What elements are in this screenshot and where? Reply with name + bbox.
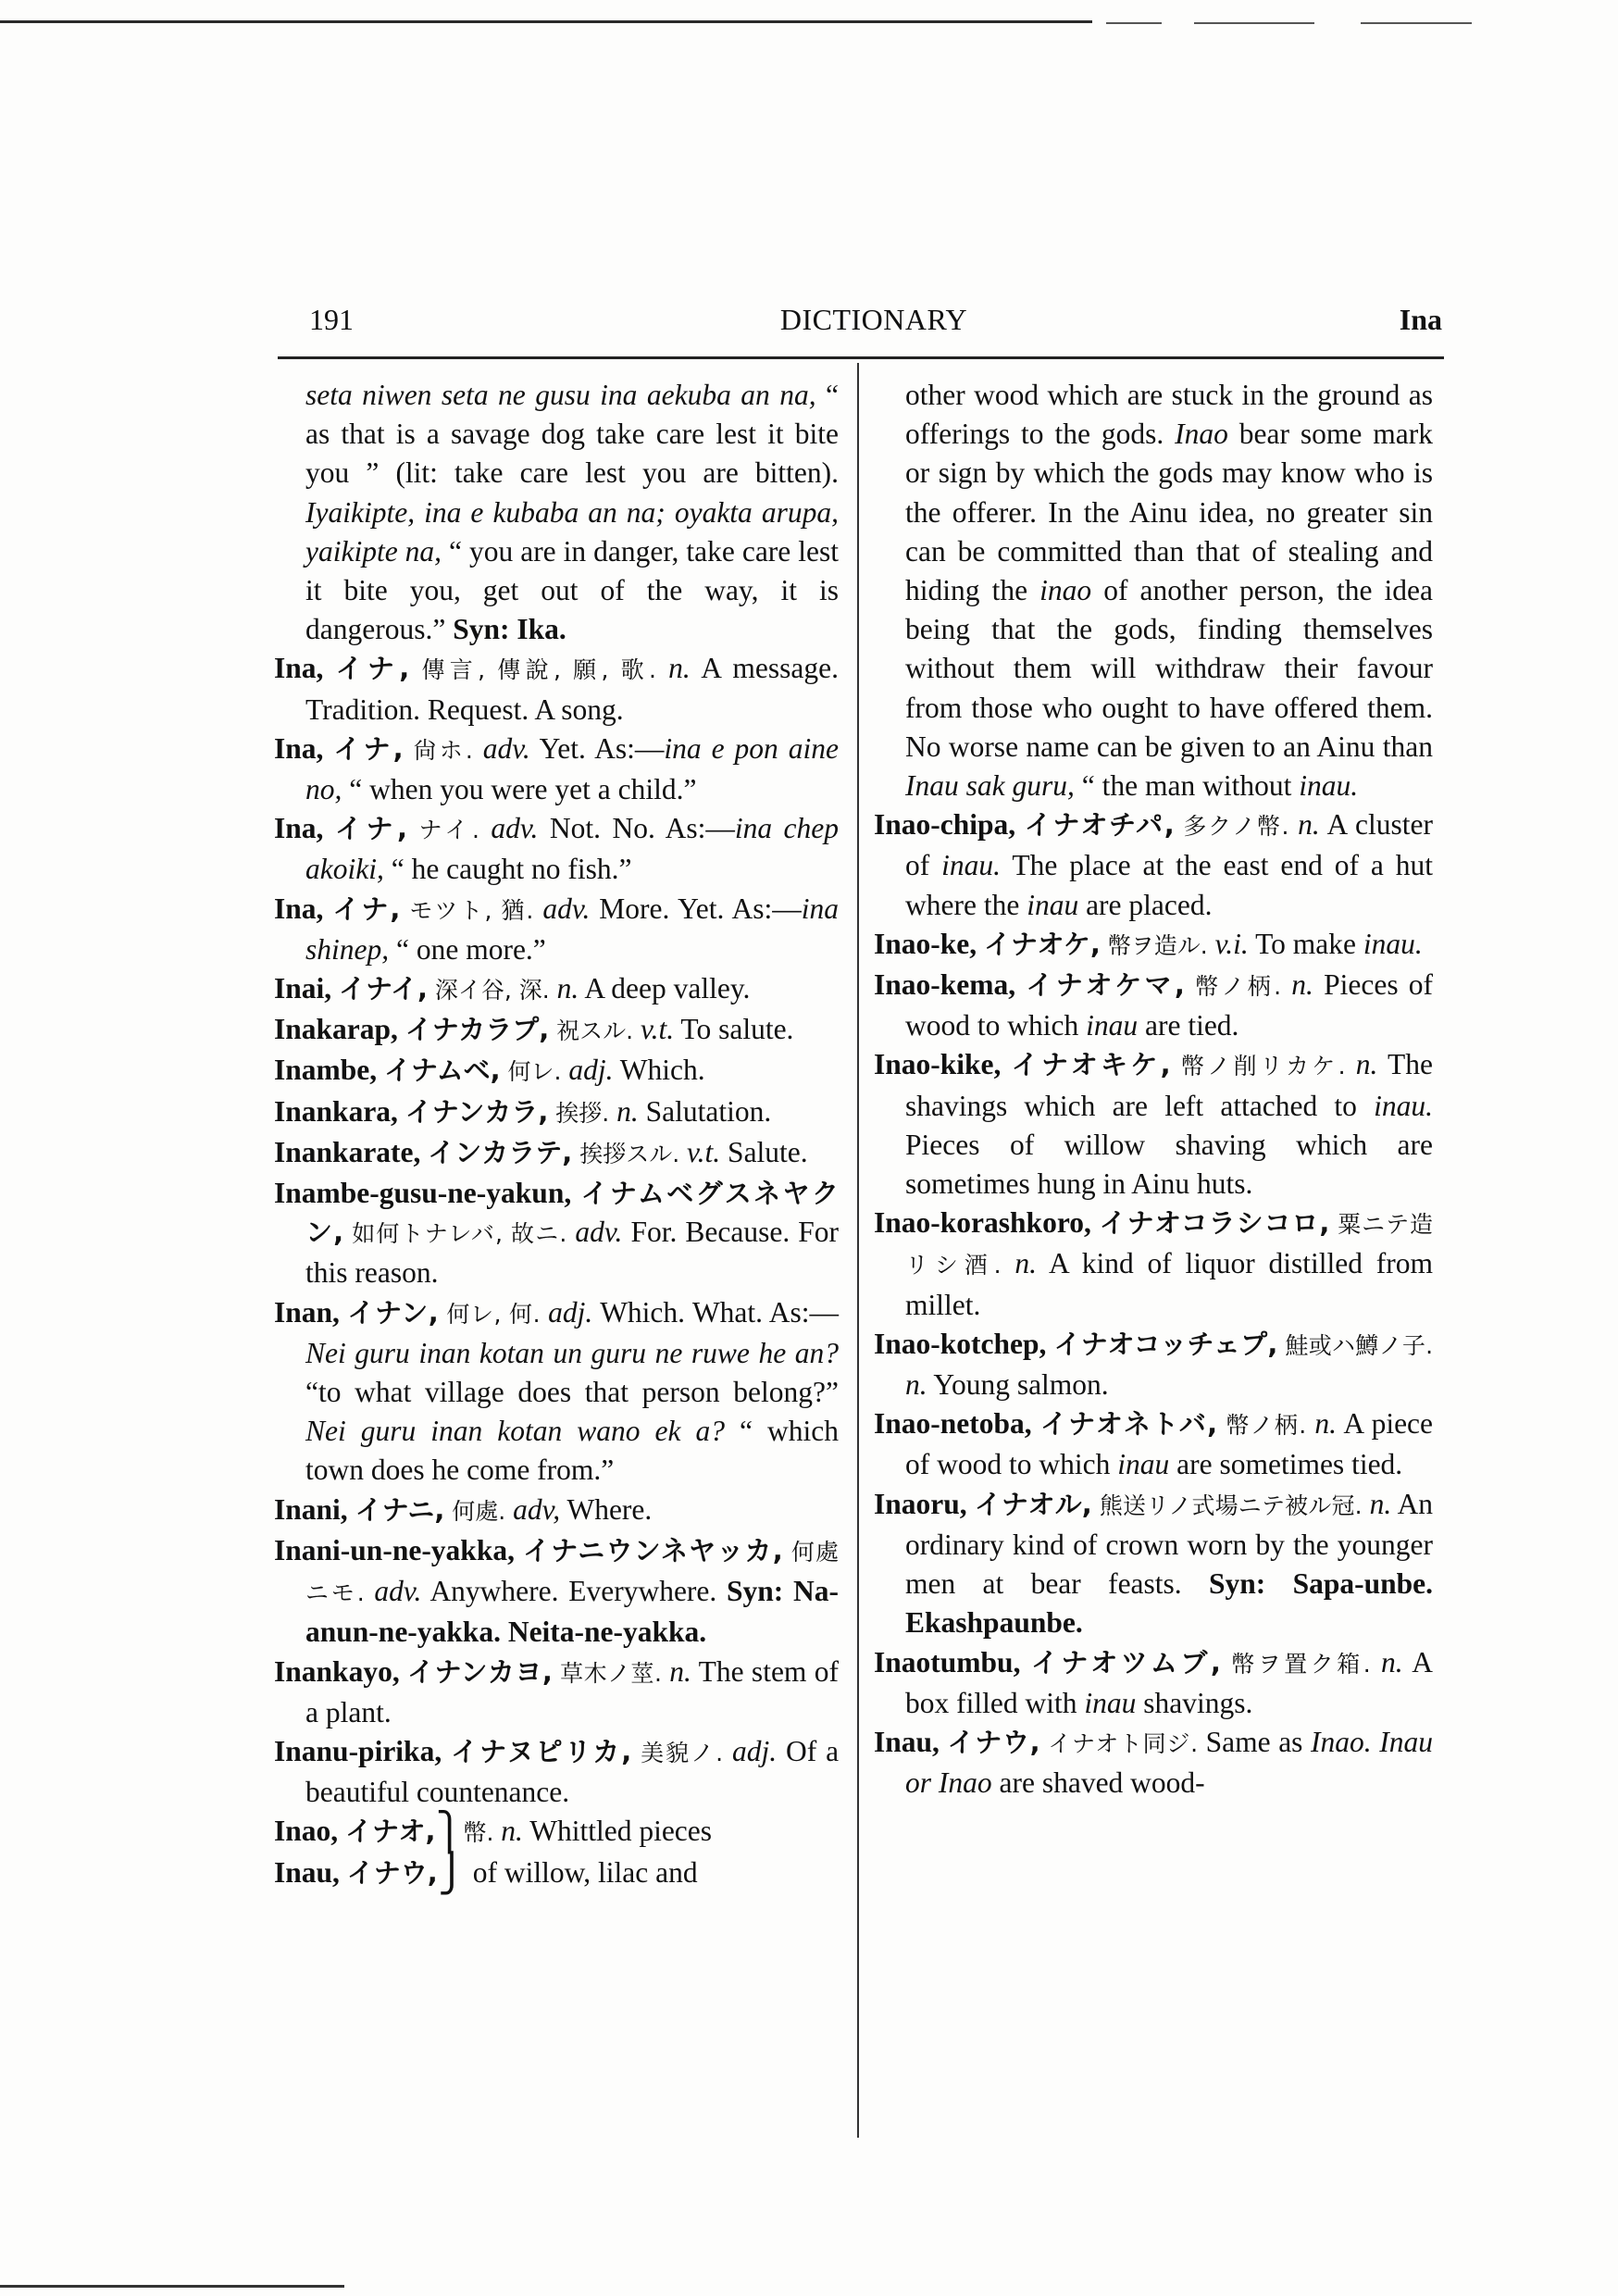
headword: Inao-chipa, xyxy=(874,808,1016,842)
dictionary-entry xyxy=(274,1732,839,1812)
japanese-gloss: 幣. xyxy=(463,1819,494,1847)
headword: Inau, xyxy=(274,1855,340,1889)
left-column xyxy=(274,376,840,1895)
definition: other wood which are stuck in the ground as offerings to the gods. xyxy=(905,379,1433,451)
definition: Pieces of wood to which xyxy=(905,968,1434,1042)
katakana: イナ, xyxy=(335,653,410,685)
part-of-speech: n. xyxy=(1369,1487,1392,1520)
top-scan-edge-rule xyxy=(1106,22,1162,24)
part-of-speech: n. xyxy=(1314,1407,1337,1441)
brace-glyph: ⎭ xyxy=(437,1852,466,1895)
headword: Inankayo, xyxy=(274,1654,400,1688)
headword: Inaoru, xyxy=(874,1487,967,1520)
translation-text: “to what village does that person belong?” xyxy=(305,1376,839,1409)
dictionary-entry xyxy=(874,1204,1433,1325)
headword: Inao-korashkoro, xyxy=(874,1206,1091,1240)
dictionary-entry xyxy=(274,1092,839,1133)
japanese-gloss: 挨拶スル. xyxy=(579,1140,680,1167)
headword: Ina, xyxy=(274,812,324,845)
dictionary-entry xyxy=(274,1010,839,1051)
part-of-speech: n. xyxy=(669,1654,691,1688)
japanese-gloss: 幣ヲ造ル. xyxy=(1107,931,1208,959)
definition: A cluster of xyxy=(905,808,1434,882)
dictionary-entry xyxy=(874,966,1433,1045)
part-of-speech: n. xyxy=(905,1368,927,1402)
katakana: イナンカヨ, xyxy=(407,1655,553,1688)
entry-continuation xyxy=(874,376,1433,805)
dictionary-entry xyxy=(274,1174,839,1293)
part-of-speech: n. xyxy=(1291,968,1313,1002)
part-of-speech: adv, xyxy=(513,1492,561,1526)
japanese-gloss: イナオト同ジ. xyxy=(1048,1729,1199,1757)
katakana: イナウ, xyxy=(947,1726,1040,1758)
headword: Inani, xyxy=(274,1492,348,1526)
japanese-gloss: 祝スル. xyxy=(556,1017,634,1045)
definition: A piece of wood to which xyxy=(905,1407,1434,1481)
dictionary-entry xyxy=(274,730,839,809)
part-of-speech: n. xyxy=(1381,1645,1403,1678)
dictionary-entry xyxy=(274,1133,839,1174)
example-text: Inao. xyxy=(1311,1725,1372,1758)
dictionary-entry xyxy=(874,805,1433,925)
definition: are placed. xyxy=(1078,888,1213,921)
dictionary-entry xyxy=(274,890,839,969)
dictionary-entry xyxy=(274,969,839,1010)
headword: Inan, xyxy=(274,1295,340,1329)
headword: Inao, xyxy=(274,1815,339,1848)
katakana: イナオル, xyxy=(974,1488,1092,1520)
synonym: Syn: Na-anun-ne-yakka. Neita-ne-yakka. xyxy=(305,1575,840,1649)
definition: Young salmon. xyxy=(933,1368,1109,1402)
headword: Ina, xyxy=(274,731,324,765)
japanese-gloss: 深イ谷, 深. xyxy=(434,977,550,1004)
dictionary-entry xyxy=(274,1531,839,1653)
katakana: イナオキケ, xyxy=(1011,1049,1171,1081)
entry-continuation xyxy=(274,376,839,649)
katakana: イナン, xyxy=(347,1296,439,1329)
headword: Inao-netoba, xyxy=(874,1407,1032,1441)
headword: Inai, xyxy=(274,972,332,1005)
definition: bear some mark or sign by which the gods may know who is the offerer. In the Ainu idea, no greater sin can be committed than that of stealing and hiding the xyxy=(905,418,1433,607)
definition: The stem of a plant. xyxy=(305,1654,839,1728)
example-text: Inau sak guru, xyxy=(905,769,1075,803)
definition: The shavings which are left attached to xyxy=(905,1048,1434,1122)
dictionary-entry xyxy=(274,1852,839,1895)
example-text: inau. xyxy=(1363,927,1423,960)
dictionary-entry xyxy=(274,1293,839,1491)
example-text: ina e pon aine no, xyxy=(305,731,840,806)
katakana: イナヌピリカ, xyxy=(451,1735,632,1767)
headword: Ina, xyxy=(274,892,324,925)
katakana: イナ, xyxy=(332,892,401,925)
example-text: inau. xyxy=(1374,1089,1433,1122)
katakana: イナウ, xyxy=(346,1856,438,1889)
definition: To salute. xyxy=(680,1013,794,1046)
definition: The place at the east end of a hut where the xyxy=(905,849,1433,921)
japanese-gloss: モツト, 猶. xyxy=(409,896,534,924)
headword: Inao-ke, xyxy=(874,927,977,960)
japanese-gloss: 何處ニモ. xyxy=(305,1538,840,1607)
katakana: イナオケ, xyxy=(984,928,1101,960)
example-text: seta niwen seta ne gusu ina aekuba an na, xyxy=(305,379,816,411)
definition: of another person, the idea being that the gods, finding themselves without them will withdraw their favour from those who ought to have offered them. No worse name can be given to an Ainu than xyxy=(905,574,1433,763)
japanese-gloss: 如何トナレバ, 故ニ. xyxy=(352,1220,567,1248)
translation-text: “ he caught no fish.” xyxy=(383,853,632,886)
definition: Which. xyxy=(619,1054,705,1087)
headword: Inani-un-ne-yakka, xyxy=(274,1533,515,1566)
definition: Yet. As:— xyxy=(539,731,665,765)
japanese-gloss: 何處. xyxy=(452,1497,506,1525)
dictionary-entry xyxy=(274,809,839,889)
dictionary-entry xyxy=(274,1491,839,1531)
headword: Inao-kema, xyxy=(874,968,1016,1002)
japanese-gloss: 幣ノ柄. xyxy=(1195,973,1282,1001)
katakana: イナ, xyxy=(333,732,404,765)
example-text: Iyaikipte, ina e kubaba an na; oyakta arupa, yaikipte na, xyxy=(305,495,839,568)
example-text: inau. xyxy=(941,849,1002,882)
translation-text: “ when you were yet a child.” xyxy=(342,773,697,806)
katakana: イナオケマ, xyxy=(1026,969,1185,1002)
definition: Not. No. As:— xyxy=(549,812,735,845)
part-of-speech: adv. xyxy=(575,1216,623,1249)
definition: An ordinary kind of crown worn by the younger men at bear feasts. xyxy=(905,1487,1434,1601)
part-of-speech: adv. xyxy=(491,812,539,845)
definition: “ the man without xyxy=(1074,769,1300,803)
translation-text: “ one more.” xyxy=(389,932,546,966)
brace-glyph: ⎫ xyxy=(435,1811,464,1854)
japanese-gloss: ナイ. xyxy=(418,817,479,844)
katakana: イナカラプ, xyxy=(404,1014,550,1046)
definition: A deep valley. xyxy=(584,972,751,1005)
definition: Same as xyxy=(1205,1725,1312,1758)
part-of-speech: n. xyxy=(668,652,691,685)
headword: Inaotumbu, xyxy=(874,1645,1021,1678)
part-of-speech: v.t. xyxy=(687,1135,721,1168)
bottom-scan-edge-rule xyxy=(0,2285,344,2288)
katakana: イナオコッチェプ, xyxy=(1053,1328,1278,1360)
japanese-gloss: 多クノ幣. xyxy=(1183,813,1289,841)
part-of-speech: adj. xyxy=(731,1734,778,1767)
dictionary-entry xyxy=(874,1404,1433,1484)
headword: Inakarap, xyxy=(274,1013,398,1046)
part-of-speech: n. xyxy=(616,1094,639,1128)
japanese-gloss: 熊送リノ式場ニテ被ル冠. xyxy=(1099,1491,1363,1519)
japanese-gloss: 鮭或ハ鱒ノ子. xyxy=(1285,1331,1434,1359)
example-text: Inao xyxy=(1175,418,1228,451)
headword: Inambe, xyxy=(274,1054,378,1087)
running-head xyxy=(305,298,1442,339)
dictionary-entry xyxy=(874,1485,1433,1643)
katakana: イナオ, xyxy=(345,1816,436,1848)
example-text: inao xyxy=(1039,574,1092,607)
definition: More. Yet. As:— xyxy=(599,892,802,925)
example-text: inau xyxy=(1027,888,1079,921)
headword: Inambe-gusu-ne-yakun, xyxy=(274,1177,572,1210)
translation-text: “ which town does he come from.” xyxy=(305,1415,839,1487)
japanese-gloss: 草木ノ莖. xyxy=(560,1659,662,1687)
katakana: イナニウンネヤッカ, xyxy=(523,1534,783,1566)
japanese-gloss: 尙ホ. xyxy=(413,736,473,764)
headword: Inao-kotchep, xyxy=(874,1327,1047,1360)
column-divider xyxy=(857,363,859,2138)
definition: Where. xyxy=(566,1492,653,1526)
translation-text: “ as that is a savage dog take care lest it bite you ” (lit: take care lest you are bitten). xyxy=(305,379,839,490)
example-text: ina chep akoiki, xyxy=(305,812,840,886)
definition: A box filled with xyxy=(905,1645,1434,1719)
dictionary-entry xyxy=(274,1051,839,1092)
katakana: イナオネトバ, xyxy=(1039,1408,1218,1441)
definition: Which. What. As:— xyxy=(600,1295,840,1329)
part-of-speech: n. xyxy=(501,1815,523,1848)
japanese-gloss: 幣ヲ置ク箱. xyxy=(1231,1650,1371,1678)
top-scan-edge-rule xyxy=(1194,22,1314,24)
definition: A kind of liquor distilled from millet. xyxy=(905,1247,1434,1321)
definition: shavings. xyxy=(1136,1686,1253,1719)
definition: Salute. xyxy=(728,1135,808,1168)
dictionary-entry xyxy=(874,1723,1433,1803)
part-of-speech: adv. xyxy=(374,1575,422,1608)
page-number: 191 xyxy=(309,303,354,336)
definition: are shaved wood- xyxy=(991,1766,1205,1800)
definition: are sometimes tied. xyxy=(1169,1448,1403,1481)
top-scan-edge-rule xyxy=(1361,22,1472,24)
example-text: Nei guru inan kotan un guru ne ruwe he an? xyxy=(305,1336,839,1369)
definition: Salutation. xyxy=(645,1094,772,1128)
japanese-gloss: 幣ノ削リカケ. xyxy=(1180,1053,1346,1080)
headword: Inankara, xyxy=(274,1094,398,1128)
example-text: Nei guru inan kotan wano ek a? xyxy=(305,1415,726,1448)
katakana: イナニ, xyxy=(355,1493,445,1526)
page-title: DICTIONARY xyxy=(779,303,968,336)
headword: Inao-kike, xyxy=(874,1048,1002,1081)
japanese-gloss: 挨拶. xyxy=(555,1099,610,1127)
japanese-gloss: 粟ニテ造リシ酒. xyxy=(905,1211,1434,1279)
headword: Ina, xyxy=(274,652,324,685)
example-text: inau xyxy=(1086,1009,1139,1042)
example-text: inau xyxy=(1117,1448,1170,1481)
definition: To make xyxy=(1255,927,1363,960)
dictionary-entry xyxy=(274,1653,839,1732)
katakana: イナオツムブ, xyxy=(1030,1646,1221,1678)
definition: Anywhere. Everywhere. xyxy=(429,1575,728,1608)
dictionary-entry xyxy=(874,1643,1433,1723)
part-of-speech: adj. xyxy=(548,1295,593,1329)
headword: Inankarate, xyxy=(274,1135,421,1168)
dictionary-entry xyxy=(274,1812,839,1853)
japanese-gloss: 幣ノ柄. xyxy=(1226,1412,1307,1440)
katakana: イナ, xyxy=(334,813,408,845)
dictionary-entry xyxy=(874,1325,1433,1404)
definition: Of a beautiful countenance. xyxy=(305,1734,840,1809)
definition: For. Because. For this reason. xyxy=(305,1216,840,1290)
translation-text: “ you are in danger, take care lest it bite you, get out of the way, it is dangerous.” xyxy=(305,534,839,646)
headword: Inanu-pirika, xyxy=(274,1734,442,1767)
definition: Pieces of willow shaving which are sometimes hung in Ainu huts. xyxy=(905,1128,1433,1201)
katakana: イナンカラ, xyxy=(404,1095,549,1128)
definition: Whittled pieces xyxy=(529,1815,713,1848)
japanese-gloss: 何レ. xyxy=(507,1058,562,1086)
right-column xyxy=(874,376,1433,1803)
part-of-speech: v.t. xyxy=(640,1013,675,1046)
dictionary-entry xyxy=(874,1045,1433,1204)
example-text: ina shinep, xyxy=(305,892,840,966)
dictionary-entry xyxy=(274,649,839,729)
example-text: Inau or Inao xyxy=(905,1725,1433,1800)
japanese-gloss: 傳言, 傳說, 願, 歌. xyxy=(421,656,656,684)
part-of-speech: n. xyxy=(1298,808,1320,842)
japanese-gloss: 美貌ノ. xyxy=(641,1739,724,1766)
part-of-speech: adj. xyxy=(568,1054,614,1087)
part-of-speech: v.i. xyxy=(1214,927,1249,960)
dictionary-entry xyxy=(874,925,1433,966)
japanese-gloss: 何レ, 何. xyxy=(446,1300,541,1328)
part-of-speech: adv. xyxy=(542,892,591,925)
top-scan-edge-rule xyxy=(0,20,1092,23)
synonym: Syn: Ika. xyxy=(453,613,566,646)
definition: of willow, lilac and xyxy=(472,1855,698,1889)
definition: are tied. xyxy=(1138,1009,1239,1042)
part-of-speech: n. xyxy=(1014,1247,1037,1280)
guide-word: Ina xyxy=(1399,303,1442,336)
katakana: インカラテ, xyxy=(428,1136,573,1168)
katakana: イナオチパ, xyxy=(1024,809,1175,842)
synonym: Syn: Sapa-unbe. Ekashpaunbe. xyxy=(905,1567,1434,1640)
example-text: inau xyxy=(1084,1686,1137,1719)
katakana: イナイ, xyxy=(339,973,429,1005)
headword: Inau, xyxy=(874,1725,940,1758)
header-rule xyxy=(278,356,1444,359)
example-text: inau. xyxy=(1299,769,1359,803)
part-of-speech: n. xyxy=(556,972,579,1005)
definition: A message. Tradition. Request. A song. xyxy=(305,652,840,726)
part-of-speech: adv. xyxy=(482,731,530,765)
katakana: イナムベ, xyxy=(384,1054,501,1087)
katakana: イナムベグスネヤクン, xyxy=(305,1178,839,1249)
part-of-speech: n. xyxy=(1355,1048,1378,1081)
katakana: イナオコラシコロ, xyxy=(1099,1207,1330,1240)
